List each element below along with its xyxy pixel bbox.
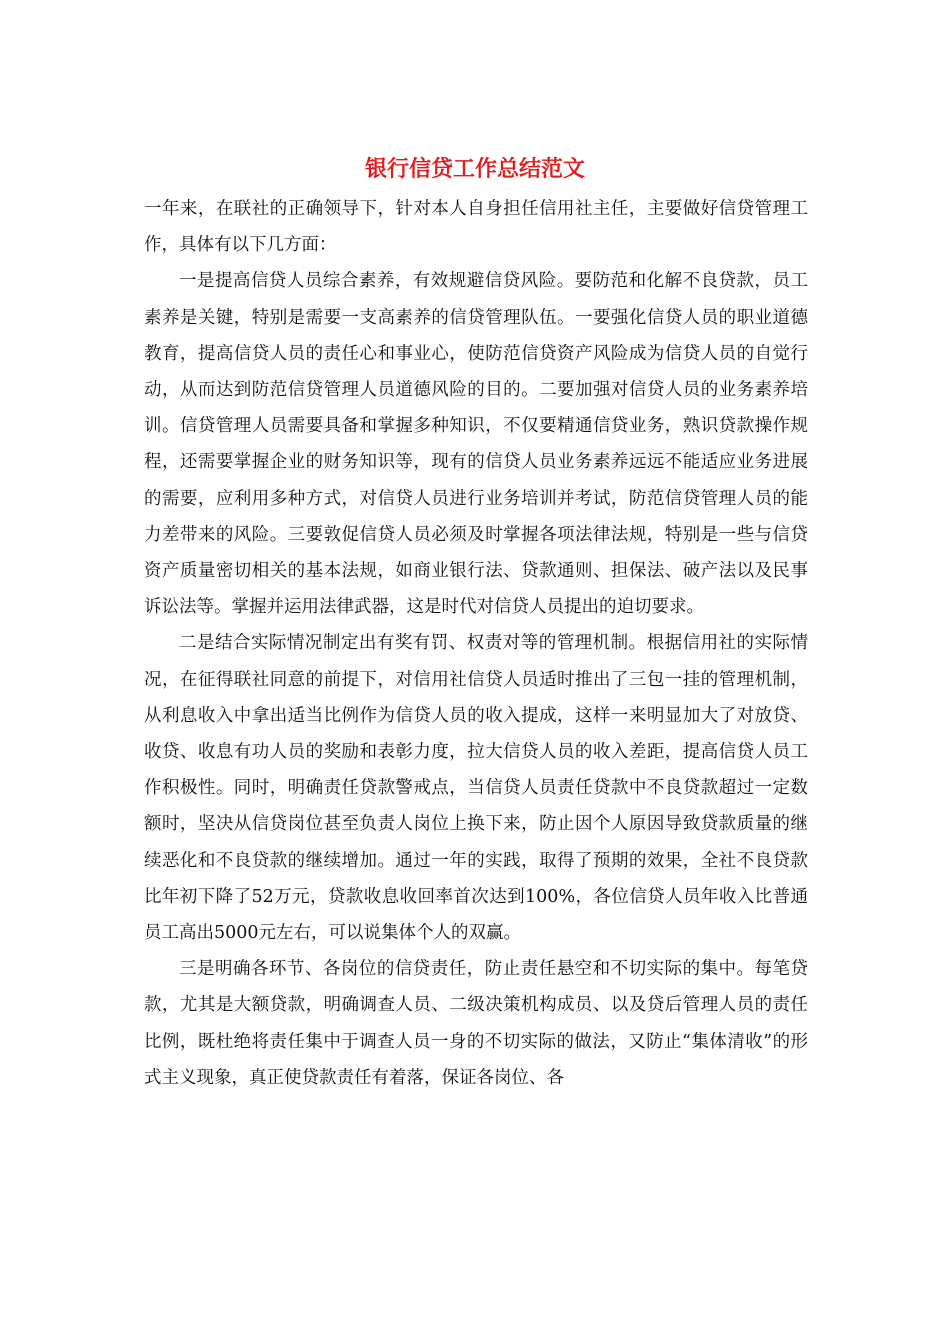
paragraph-1: 一是提高信贷人员综合素养，有效规避信贷风险。要防范和化解不良贷款，员工素养是关键，特别是需要一支高素养的信贷管理队伍。一要强化信贷人员的职业道德教育，提高信贷人员的责任心和事业心，使防范信贷资产风险成为信贷人员的自觉行动，从而达到防范信贷管理人员道德风险的目的。二要加强对信贷人员的业务素养培训。信贷管理人员需要具备和掌握多种知识，不仅要精通信贷业务，熟识贷款操作规程，还需要掌握企业的财务知识等，现有的信贷人员业务素养远远不能适应业务进展的需要，应利用多种方式，对信贷人员进行业务培训并考试，防范信贷管理人员的能力差带来的风险。三要敦促信贷人员必须及时掌握各项法律法规，特别是一些与信贷资产质量密切相关的基本法规，如商业银行法、贷款通则、担保法、破产法以及民事诉讼法等。掌握并运用法律武器，这是时代对信贷人员提出的迫切要求。 [144,271,808,618]
paragraph-3: 三是明确各环节、各岗位的信贷责任，防止责任悬空和不切实际的集中。每笔贷款，尤其是大额贷款，明确调查人员、二级决策机构成员、以及贷后管理人员的责任比例，既杜绝将责任集中于调查人员一身的不切实际的做法，又防止“集体清收”的形式主义现象，真正使贷款责任有着落，保证各岗位、各 [144,959,808,1088]
paragraph-intro: 一年来，在联社的正确领导下，针对本人自身担任信用社主任，主要做好信贷管理工作，具体有以下几方面： [144,199,808,256]
document-title: 银行信贷工作总结范文 [364,156,585,182]
document-body [144,191,808,1096]
paragraph-2: 二是结合实际情况制定出有奖有罚、权责对等的管理机制。根据信用社的实际情况，在征得联社同意的前提下，对信用社信贷人员适时推出了三包一挂的管理机制，从利息收入中拿出适当比例作为信贷人员的收入提成，这样一来明显加大了对放贷、收贷、收息有功人员的奖励和表彰力度，拉大信贷人员的收入差距，提高信贷人员工作积极性。同时，明确责任贷款警戒点，当信贷人员责任贷款中不良贷款超过一定数额时，坚决从信贷岗位甚至负责人岗位上换下来，防止因个人原因导致贷款质量的继续恶化和不良贷款的继续增加。通过一年的实践，取得了预期的效果，全社不良贷款比年初下降了52万元，贷款收息收回率首次达到100%，各位信贷人员年收入比普通员工高出5000元左右，可以说集体个人的双赢。 [144,633,808,944]
